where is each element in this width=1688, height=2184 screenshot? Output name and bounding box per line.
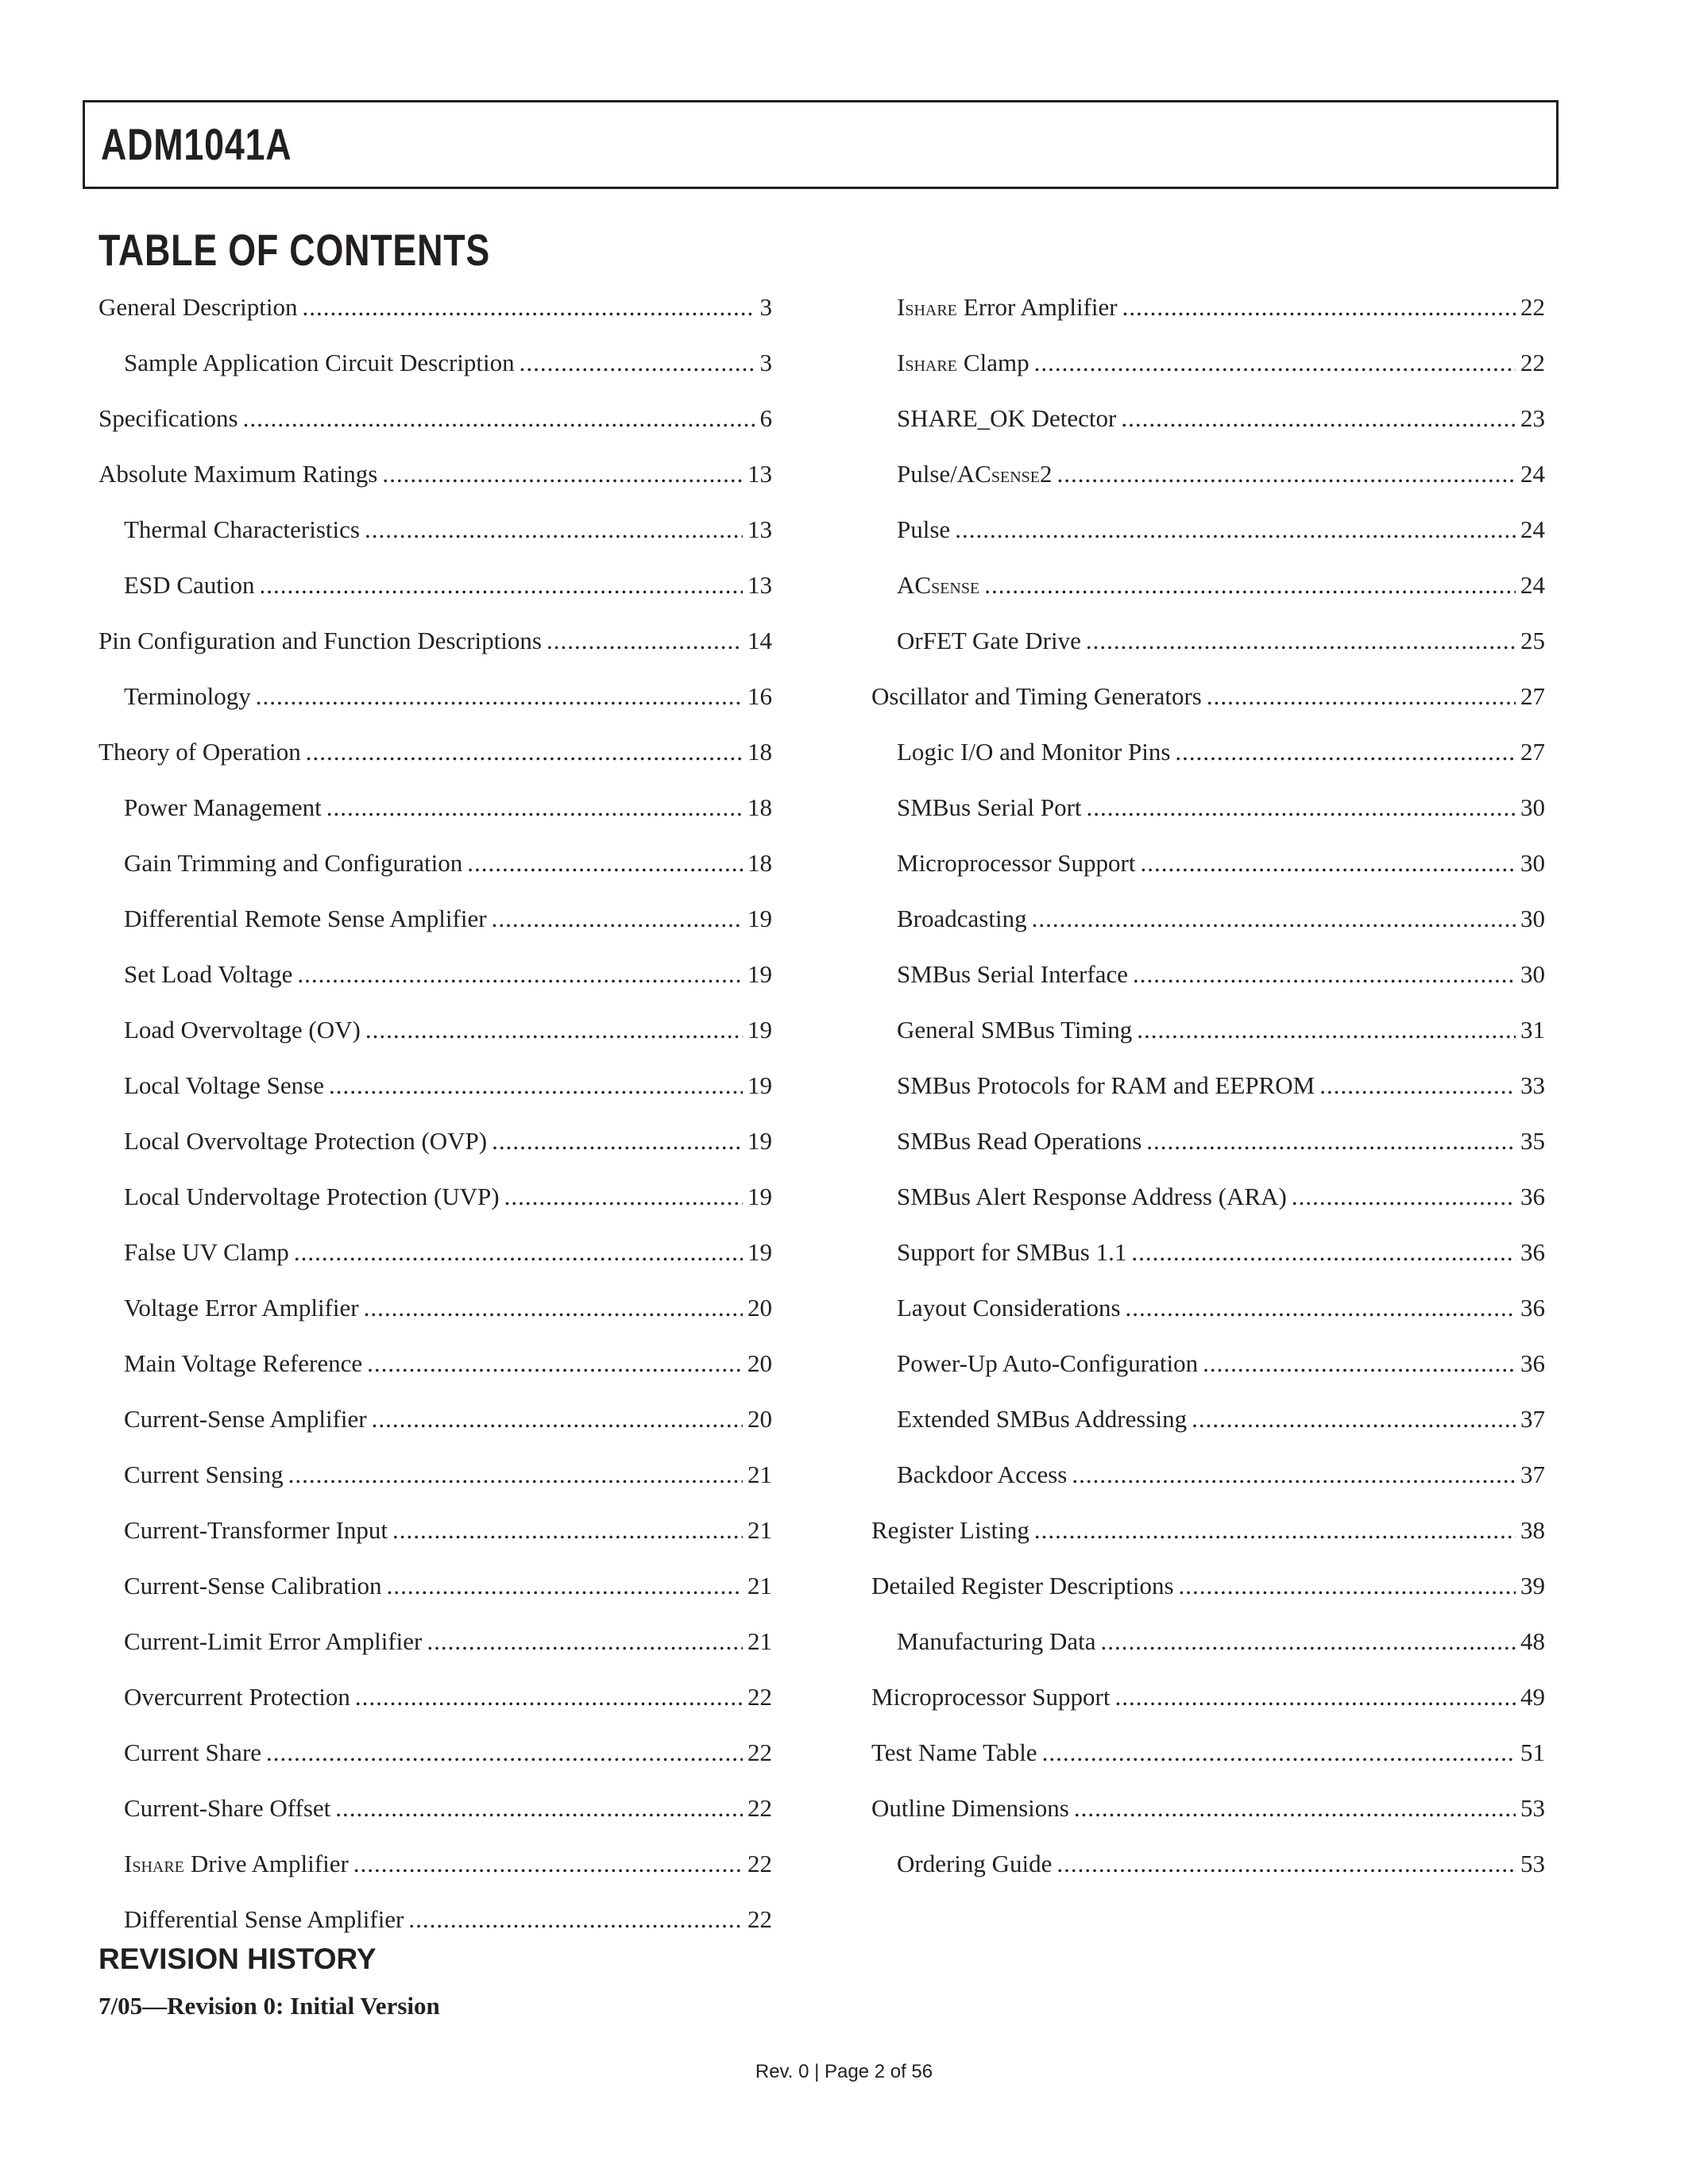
- toc-page-number: 19: [747, 1071, 772, 1099]
- toc-leader-dots: [408, 1905, 743, 1934]
- toc-page-number: 19: [747, 960, 772, 988]
- toc-entry[interactable]: [871, 1614, 1545, 1669]
- toc-entry[interactable]: [871, 1503, 1545, 1558]
- toc-entry[interactable]: [98, 1391, 772, 1447]
- toc-entry-label: Drive Amplifier: [190, 1850, 349, 1877]
- toc-entry-title: Thermal Characteristics: [124, 515, 360, 543]
- toc-leader-dots: [547, 627, 743, 655]
- toc-entry[interactable]: [98, 891, 772, 947]
- toc-entry-title: Test Name Table: [871, 1738, 1037, 1766]
- toc-leader-dots: [294, 1238, 743, 1267]
- toc-entry[interactable]: [98, 1836, 772, 1892]
- toc-entry[interactable]: [98, 558, 772, 613]
- toc-entry[interactable]: [98, 335, 772, 391]
- toc-column-right: [871, 280, 1545, 1892]
- toc-page-number: 18: [747, 738, 772, 766]
- toc-leader-dots: [329, 1071, 743, 1100]
- toc-leader-dots: [1072, 1461, 1516, 1489]
- toc-page-number: 36: [1520, 1238, 1545, 1266]
- toc-entry-title: Current-Transformer Input: [124, 1516, 388, 1544]
- toc-leader-dots: [427, 1627, 743, 1656]
- toc-entry-subscript: SHARE: [905, 357, 957, 375]
- toc-entry-title: ESD Caution: [124, 571, 255, 599]
- toc-entry[interactable]: [871, 1781, 1545, 1836]
- toc-leader-dots: [326, 793, 743, 822]
- toc-entry[interactable]: [98, 1447, 772, 1503]
- toc-entry[interactable]: [871, 1836, 1545, 1892]
- toc-page-number: 35: [1520, 1127, 1545, 1155]
- toc-entry-title: Main Voltage Reference: [124, 1349, 363, 1377]
- toc-page-number: 37: [1520, 1405, 1545, 1433]
- toc-page-number: 27: [1520, 738, 1545, 766]
- toc-entry[interactable]: [871, 1002, 1545, 1058]
- toc-entry[interactable]: [871, 780, 1545, 835]
- toc-page-number: 13: [747, 515, 772, 543]
- toc-entry[interactable]: [98, 724, 772, 780]
- toc-page-number: 48: [1520, 1627, 1545, 1655]
- toc-leader-dots: [288, 1461, 743, 1489]
- toc-entry-label: Error Amplifier: [963, 293, 1118, 321]
- toc-page-number: 30: [1520, 960, 1545, 988]
- toc-entry-subscript: SHARE: [905, 302, 957, 319]
- toc-entry-label: Clamp: [963, 349, 1029, 376]
- toc-entry[interactable]: [871, 446, 1545, 502]
- toc-page-number: 19: [747, 1238, 772, 1266]
- toc-entry[interactable]: [98, 669, 772, 724]
- toc-heading: TABLE OF CONTENTS: [98, 225, 491, 275]
- toc-entry[interactable]: [871, 280, 1545, 335]
- toc-entry-title: General Description: [98, 293, 298, 321]
- toc-leader-dots: [372, 1405, 743, 1433]
- document-title: ADM1041A: [101, 119, 292, 169]
- toc-entry[interactable]: [98, 1058, 772, 1113]
- toc-entry-title: Current-Sense Calibration: [124, 1572, 382, 1599]
- toc-entry-title: [124, 1850, 349, 1878]
- toc-entry-title: Specifications: [98, 404, 238, 432]
- toc-leader-dots: [1175, 738, 1516, 766]
- toc-page-number: 22: [747, 1738, 772, 1766]
- toc-entry[interactable]: [871, 502, 1545, 558]
- toc-entry-title: Pulse: [897, 515, 951, 543]
- toc-page-number: 36: [1520, 1183, 1545, 1210]
- toc-entry-title: Register Listing: [871, 1516, 1029, 1544]
- toc-page-number: 3: [759, 349, 772, 376]
- toc-entry-title: Current-Sense Amplifier: [124, 1405, 367, 1433]
- toc-entry-title: Current Sensing: [124, 1461, 284, 1488]
- toc-entry[interactable]: [98, 1113, 772, 1169]
- toc-entry[interactable]: [98, 391, 772, 446]
- toc-entry-prefix: Pulse/AC: [897, 460, 991, 488]
- toc-leader-dots: [387, 1572, 743, 1600]
- toc-entry-title: Current-Share Offset: [124, 1794, 331, 1822]
- toc-page-number: 18: [747, 849, 772, 877]
- toc-leader-dots: [367, 1349, 743, 1378]
- toc-entry[interactable]: [871, 1336, 1545, 1391]
- toc-entry[interactable]: [871, 1113, 1545, 1169]
- toc-leader-dots: [256, 682, 743, 711]
- toc-entry-title: Support for SMBus 1.1: [897, 1238, 1127, 1266]
- toc-entry-title: Absolute Maximum Ratings: [98, 460, 378, 488]
- toc-entry[interactable]: [98, 1614, 772, 1669]
- toc-page-number: 16: [747, 682, 772, 710]
- toc-leader-dots: [1032, 905, 1516, 933]
- toc-leader-dots: [1034, 1516, 1516, 1545]
- toc-entry-title: OrFET Gate Drive: [897, 627, 1081, 654]
- toc-entry-title: SMBus Serial Interface: [897, 960, 1128, 988]
- toc-entry-title: Layout Considerations: [897, 1294, 1121, 1322]
- toc-entry[interactable]: [871, 1225, 1545, 1280]
- toc-entry-title: Power Management: [124, 793, 322, 821]
- toc-entry-title: Sample Application Circuit Description: [124, 349, 515, 376]
- toc-entry-title: Power-Up Auto-Configuration: [897, 1349, 1199, 1377]
- toc-page-number: 22: [1520, 293, 1545, 321]
- toc-page-number: 14: [747, 627, 772, 654]
- toc-entry[interactable]: [98, 1892, 772, 1947]
- toc-entry-prefix: I: [897, 349, 906, 376]
- toc-entry[interactable]: [98, 613, 772, 669]
- toc-entry[interactable]: [871, 1169, 1545, 1225]
- toc-page-number: 18: [747, 793, 772, 821]
- toc-page-number: 3: [759, 293, 772, 321]
- toc-entry-title: Local Voltage Sense: [124, 1071, 324, 1099]
- toc-entry[interactable]: [871, 1280, 1545, 1336]
- toc-page-number: 22: [747, 1794, 772, 1822]
- toc-leader-dots: [335, 1794, 743, 1823]
- toc-leader-dots: [1114, 1683, 1516, 1711]
- toc-leader-dots: [1203, 1349, 1516, 1378]
- toc-leader-dots: [353, 1850, 743, 1878]
- toc-page-number: 53: [1520, 1850, 1545, 1877]
- toc-leader-dots: [1074, 1794, 1516, 1823]
- toc-entry[interactable]: [871, 724, 1545, 780]
- toc-page-number: 19: [747, 1127, 772, 1155]
- toc-entry-title: Logic I/O and Monitor Pins: [897, 738, 1171, 766]
- toc-leader-dots: [365, 515, 743, 544]
- toc-page-number: 24: [1520, 460, 1545, 488]
- toc-page-number: 36: [1520, 1349, 1545, 1377]
- toc-leader-dots: [955, 515, 1516, 544]
- toc-entry-subscript: SHARE: [132, 1858, 184, 1876]
- toc-leader-dots: [1100, 1627, 1516, 1656]
- toc-entry-subscript: SENSE: [931, 580, 980, 597]
- toc-page-number: 19: [747, 1016, 772, 1044]
- toc-entry[interactable]: [98, 835, 772, 891]
- toc-leader-dots: [259, 571, 743, 600]
- toc-entry-title: Current-Limit Error Amplifier: [124, 1627, 423, 1655]
- toc-entry[interactable]: [98, 280, 772, 335]
- toc-entry-title: Gain Trimming and Configuration: [124, 849, 463, 877]
- toc-leader-dots: [392, 1516, 743, 1545]
- toc-entry-title: Local Undervoltage Protection (UVP): [124, 1183, 500, 1210]
- toc-entry-title: Local Overvoltage Protection (OVP): [124, 1127, 488, 1155]
- toc-entry-title: Extended SMBus Addressing: [897, 1405, 1188, 1433]
- toc-page-number: 31: [1520, 1016, 1545, 1044]
- toc-entry[interactable]: [871, 835, 1545, 891]
- toc-entry-title: SMBus Protocols for RAM and EEPROM: [897, 1071, 1315, 1099]
- toc-entry-title: Overcurrent Protection: [124, 1683, 350, 1711]
- toc-entry[interactable]: [871, 1391, 1545, 1447]
- toc-entry-prefix: AC: [897, 571, 932, 599]
- toc-page-number: 19: [747, 1183, 772, 1210]
- toc-entry[interactable]: [98, 947, 772, 1002]
- toc-entry[interactable]: [871, 335, 1545, 391]
- toc-entry[interactable]: [871, 891, 1545, 947]
- toc-leader-dots: [492, 905, 743, 933]
- toc-entry-title: Manufacturing Data: [897, 1627, 1096, 1655]
- toc-entry-title: Set Load Voltage: [124, 960, 293, 988]
- toc-entry[interactable]: [98, 446, 772, 502]
- toc-leader-dots: [1179, 1572, 1516, 1600]
- toc-entry[interactable]: [98, 1225, 772, 1280]
- toc-page-number: 24: [1520, 515, 1545, 543]
- toc-leader-dots: [365, 1016, 743, 1044]
- toc-entry-title: [897, 460, 1052, 488]
- toc-page-number: 21: [747, 1572, 772, 1599]
- toc-entry-title: Load Overvoltage (OV): [124, 1016, 361, 1044]
- toc-page-number: 20: [747, 1349, 772, 1377]
- toc-page-number: 20: [747, 1405, 772, 1433]
- toc-page-number: 30: [1520, 849, 1545, 877]
- toc-entry[interactable]: [98, 1169, 772, 1225]
- toc-entry-title: False UV Clamp: [124, 1238, 289, 1266]
- toc-leader-dots: [1192, 1405, 1516, 1433]
- toc-entry-title: Broadcasting: [897, 905, 1027, 932]
- toc-leader-dots: [1056, 460, 1516, 488]
- toc-leader-dots: [520, 349, 755, 377]
- toc-leader-dots: [1319, 1071, 1516, 1100]
- toc-page-number: 21: [747, 1516, 772, 1544]
- revision-history-entry: 7/05—Revision 0: Initial Version: [98, 1992, 440, 2020]
- toc-leader-dots: [302, 293, 755, 322]
- toc-column-left: [98, 280, 772, 1947]
- toc-leader-dots: [1122, 293, 1516, 322]
- toc-leader-dots: [504, 1183, 743, 1211]
- toc-entry-title: [897, 571, 979, 600]
- toc-entry-title: Differential Sense Amplifier: [124, 1905, 404, 1933]
- toc-page-number: 38: [1520, 1516, 1545, 1544]
- toc-entry[interactable]: [871, 1725, 1545, 1781]
- toc-page-number: 22: [747, 1905, 772, 1933]
- toc-entry-title: Microprocessor Support: [871, 1683, 1111, 1711]
- toc-entry-title: SMBus Serial Port: [897, 793, 1082, 821]
- toc-entry-subscript: SENSE: [991, 469, 1040, 486]
- toc-page-number: 13: [747, 571, 772, 599]
- toc-leader-dots: [297, 960, 743, 989]
- toc-page-number: 20: [747, 1294, 772, 1322]
- toc-entry-title: General SMBus Timing: [897, 1016, 1133, 1044]
- toc-entry[interactable]: [871, 1558, 1545, 1614]
- toc-entry[interactable]: [871, 1447, 1545, 1503]
- toc-leader-dots: [1292, 1183, 1516, 1211]
- toc-leader-dots: [1121, 404, 1516, 433]
- toc-entry[interactable]: [871, 558, 1545, 613]
- toc-leader-dots: [1146, 1127, 1516, 1156]
- toc-page-number: 23: [1520, 404, 1545, 432]
- toc-leader-dots: [355, 1683, 743, 1711]
- toc-leader-dots: [1207, 682, 1516, 711]
- toc-leader-dots: [467, 849, 743, 878]
- toc-entry[interactable]: [871, 1669, 1545, 1725]
- toc-entry-title: Terminology: [124, 682, 251, 710]
- toc-leader-dots: [1140, 849, 1516, 878]
- toc-page-number: 19: [747, 905, 772, 932]
- toc-page-number: 21: [747, 1627, 772, 1655]
- toc-leader-dots: [1126, 1294, 1516, 1322]
- toc-page-number: 13: [747, 460, 772, 488]
- toc-entry[interactable]: [871, 1058, 1545, 1113]
- toc-leader-dots: [1042, 1738, 1516, 1767]
- toc-page-number: 39: [1520, 1572, 1545, 1599]
- toc-entry-title: Theory of Operation: [98, 738, 301, 766]
- toc-leader-dots: [492, 1127, 743, 1156]
- toc-entry-title: Oscillator and Timing Generators: [871, 682, 1202, 710]
- toc-entry[interactable]: [98, 1558, 772, 1614]
- toc-page-number: 21: [747, 1461, 772, 1488]
- toc-page-number: 53: [1520, 1794, 1545, 1822]
- toc-entry-title: SMBus Read Operations: [897, 1127, 1142, 1155]
- toc-leader-dots: [243, 404, 755, 433]
- toc-page-number: 37: [1520, 1461, 1545, 1488]
- toc-entry[interactable]: [98, 502, 772, 558]
- toc-entry-title: Voltage Error Amplifier: [124, 1294, 359, 1322]
- toc-entry[interactable]: [871, 669, 1545, 724]
- toc-page-number: 22: [1520, 349, 1545, 376]
- toc-leader-dots: [1131, 1238, 1516, 1267]
- toc-leader-dots: [1087, 793, 1516, 822]
- toc-entry-title: SMBus Alert Response Address (ARA): [897, 1183, 1287, 1210]
- toc-page-number: 24: [1520, 571, 1545, 599]
- toc-entry[interactable]: [98, 780, 772, 835]
- toc-entry-prefix: I: [897, 293, 906, 321]
- toc-entry[interactable]: [871, 391, 1545, 446]
- revision-history-heading: REVISION HISTORY: [98, 1943, 377, 1975]
- toc-entry-title: Backdoor Access: [897, 1461, 1068, 1488]
- toc-entry-prefix: I: [124, 1850, 133, 1877]
- toc-leader-dots: [1137, 1016, 1516, 1044]
- toc-page-number: 22: [747, 1850, 772, 1877]
- toc-entry-title: SHARE_OK Detector: [897, 404, 1117, 432]
- header-box: [83, 100, 1559, 189]
- toc-entry[interactable]: [98, 1781, 772, 1836]
- toc-entry-title: Microprocessor Support: [897, 849, 1136, 877]
- toc-leader-dots: [1086, 627, 1516, 655]
- toc-leader-dots: [364, 1294, 743, 1322]
- toc-page-number: 30: [1520, 793, 1545, 821]
- toc-entry[interactable]: [871, 947, 1545, 1002]
- toc-entry-title: [897, 349, 1029, 377]
- toc-page-number: 51: [1520, 1738, 1545, 1766]
- toc-leader-dots: [382, 460, 743, 488]
- toc-entry-title: Current Share: [124, 1738, 262, 1766]
- toc-entry-title: Ordering Guide: [897, 1850, 1053, 1877]
- toc-leader-dots: [266, 1738, 743, 1767]
- toc-page-number: 6: [759, 404, 772, 432]
- toc-page-number: 25: [1520, 627, 1545, 654]
- toc-page-number: 22: [747, 1683, 772, 1711]
- toc-entry-label: 2: [1039, 460, 1053, 488]
- toc-entry[interactable]: [98, 1336, 772, 1391]
- toc-entry[interactable]: [871, 613, 1545, 669]
- toc-page-number: 33: [1520, 1071, 1545, 1099]
- toc-entry[interactable]: [98, 1503, 772, 1558]
- toc-leader-dots: [306, 738, 743, 766]
- toc-entry-title: Differential Remote Sense Amplifier: [124, 905, 487, 932]
- toc-entry[interactable]: [98, 1669, 772, 1725]
- toc-leader-dots: [1133, 960, 1516, 989]
- toc-page-number: 27: [1520, 682, 1545, 710]
- toc-leader-dots: [1034, 349, 1516, 377]
- toc-page-number: 30: [1520, 905, 1545, 932]
- toc-leader-dots: [1056, 1850, 1516, 1878]
- page-footer: Rev. 0 | Page 2 of 56: [755, 2061, 933, 2082]
- toc-page-number: 36: [1520, 1294, 1545, 1322]
- toc-entry-title: Outline Dimensions: [871, 1794, 1069, 1822]
- toc-entry[interactable]: [98, 1725, 772, 1781]
- toc-entry[interactable]: [98, 1280, 772, 1336]
- toc-entry-title: [897, 293, 1118, 322]
- toc-entry-title: Pin Configuration and Function Descriptions: [98, 627, 542, 654]
- toc-entry[interactable]: [98, 1002, 772, 1058]
- toc-leader-dots: [984, 571, 1516, 600]
- toc-entry-title: Detailed Register Descriptions: [871, 1572, 1174, 1599]
- toc-page-number: 49: [1520, 1683, 1545, 1711]
